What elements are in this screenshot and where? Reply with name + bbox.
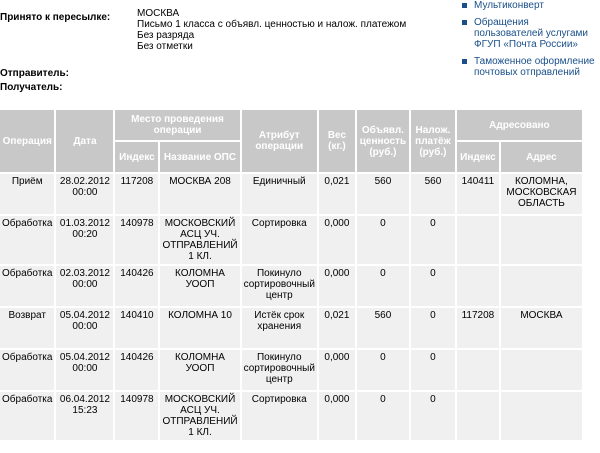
cell-index: 140426 — [115, 266, 158, 306]
link-label[interactable]: Мультиконверт — [474, 0, 544, 11]
sender-row — [0, 68, 69, 79]
cell-index: 140978 — [115, 392, 158, 440]
header-attribute: Атрибут операции — [242, 110, 317, 172]
cell-attribute: Покинуло сортировочный центр — [242, 266, 317, 306]
cell-operation: Обработка — [0, 350, 54, 390]
cell-declared: 0 — [357, 216, 409, 264]
sender-label: Отправитель: — [0, 68, 69, 79]
header-declared: Объявл. ценность (руб.) — [357, 110, 409, 172]
link-user-requests[interactable] — [460, 17, 600, 50]
table-row — [0, 350, 582, 390]
accepted-line: МОСКВА — [137, 8, 180, 19]
link-label[interactable]: Таможенное оформление почтовых отправлений — [474, 56, 595, 78]
accepted-label: Принято к пересылке: — [0, 12, 111, 23]
cell-address: МОСКВА — [501, 308, 582, 348]
cell-ops-name: КОЛОМНА УООП — [160, 266, 239, 306]
cell-index: 140410 — [115, 308, 158, 348]
cell-date: 01.03.2012 00:20 — [56, 216, 113, 264]
bullet-icon — [462, 3, 467, 8]
cell-address — [501, 266, 582, 306]
tracking-rows — [0, 174, 582, 440]
cell-cod: 0 — [411, 308, 455, 348]
header-index: Индекс — [115, 142, 158, 172]
cell-address: КОЛОМНА, МОСКОВСКАЯ ОБЛАСТЬ — [501, 174, 582, 214]
header-ops-name: Название ОПС — [160, 142, 239, 172]
cell-ops-name: МОСКОВСКИЙ АСЦ УЧ. ОТПРАВЛЕНИЙ 1 КЛ. — [162, 394, 238, 438]
cell-ops-name: МОСКВА 208 — [160, 174, 239, 214]
cell-operation: Обработка — [0, 216, 54, 264]
cell-cod: 0 — [411, 392, 455, 440]
cell-operation: Обработка — [0, 266, 54, 306]
cell-address — [501, 392, 582, 440]
cell-attribute: Истёк срок хранения — [242, 308, 317, 348]
cell-date: 02.03.2012 00:00 — [56, 266, 113, 306]
cell-address — [501, 216, 582, 264]
cell-addr-index — [457, 392, 499, 440]
cell-addr-index — [457, 266, 499, 306]
header-weight: Вес (кг.) — [319, 110, 355, 172]
accepted-line: Без разряда — [137, 30, 195, 41]
cell-declared: 0 — [357, 350, 409, 390]
cell-attribute: Сортировка — [242, 392, 317, 440]
table-row — [0, 266, 582, 306]
header-addressed: Адресовано — [457, 110, 582, 140]
table-row — [0, 308, 582, 348]
bullet-icon — [462, 20, 467, 25]
link-customs[interactable] — [460, 56, 600, 78]
recipient-row — [0, 82, 63, 93]
accepted-line: Письмо 1 класса с объявл. ценностью и налож. платежом — [137, 19, 407, 30]
header-place: Место проведения операции — [115, 110, 239, 140]
link-label[interactable]: Обращения пользователей услугами ФГУП «Почта России» — [474, 17, 589, 50]
cell-index: 140426 — [115, 350, 158, 390]
cell-ops-name: КОЛОМНА 10 — [160, 308, 239, 348]
cell-weight: 0,000 — [319, 266, 355, 306]
side-links — [460, 0, 600, 84]
header-addr-index: Индекс — [457, 142, 499, 172]
cell-operation: Возврат — [0, 308, 54, 348]
cell-addr-index: 117208 — [457, 308, 499, 348]
cell-date: 05.04.2012 00:00 — [56, 350, 113, 390]
table-row — [0, 392, 582, 440]
cell-operation: Обработка — [0, 392, 54, 440]
cell-cod: 0 — [411, 216, 455, 264]
cell-attribute: Сортировка — [242, 216, 317, 264]
cell-addr-index — [457, 350, 499, 390]
cell-weight: 0,021 — [319, 174, 355, 214]
cell-declared: 560 — [357, 174, 409, 214]
accepted-values — [137, 8, 406, 52]
header-address: Адрес — [501, 142, 582, 172]
cell-addr-index — [457, 216, 499, 264]
cell-weight: 0,000 — [319, 350, 355, 390]
table-row — [0, 174, 582, 214]
cell-declared: 0 — [357, 392, 409, 440]
cell-operation: Приём — [0, 174, 54, 214]
cell-addr-index: 140411 — [457, 174, 499, 214]
link-multienvelope[interactable] — [460, 0, 600, 11]
cell-weight: 0,000 — [319, 216, 355, 264]
accepted-line: Без отметки — [137, 41, 193, 52]
cell-date: 06.04.2012 15:23 — [56, 392, 113, 440]
cell-cod: 560 — [411, 174, 455, 214]
bullet-icon — [462, 59, 467, 64]
cell-ops-name: МОСКОВСКИЙ АСЦ УЧ. ОТПРАВЛЕНИЙ 1 КЛ. — [162, 218, 238, 262]
cell-declared: 560 — [357, 308, 409, 348]
header-operation: Операция — [0, 110, 54, 172]
cell-weight: 0,000 — [319, 392, 355, 440]
cell-attribute: Покинуло сортировочный центр — [242, 350, 317, 390]
cell-index: 140978 — [115, 216, 158, 264]
cell-ops-name: КОЛОМНА УООП — [160, 350, 239, 390]
header-cod: Налож. платёж (руб.) — [411, 110, 455, 172]
cell-date: 05.04.2012 00:00 — [56, 308, 113, 348]
tracking-table — [0, 108, 584, 442]
recipient-label: Получатель: — [0, 82, 63, 93]
header-date: Дата — [56, 110, 113, 172]
cell-weight: 0,021 — [319, 308, 355, 348]
accepted-row — [0, 8, 407, 52]
cell-address — [501, 350, 582, 390]
cell-declared: 0 — [357, 266, 409, 306]
table-row — [0, 216, 582, 264]
cell-index: 117208 — [115, 174, 158, 214]
cell-date: 28.02.2012 00:00 — [56, 174, 113, 214]
cell-attribute: Единичный — [242, 174, 317, 214]
cell-cod: 0 — [411, 350, 455, 390]
cell-cod: 0 — [411, 266, 455, 306]
